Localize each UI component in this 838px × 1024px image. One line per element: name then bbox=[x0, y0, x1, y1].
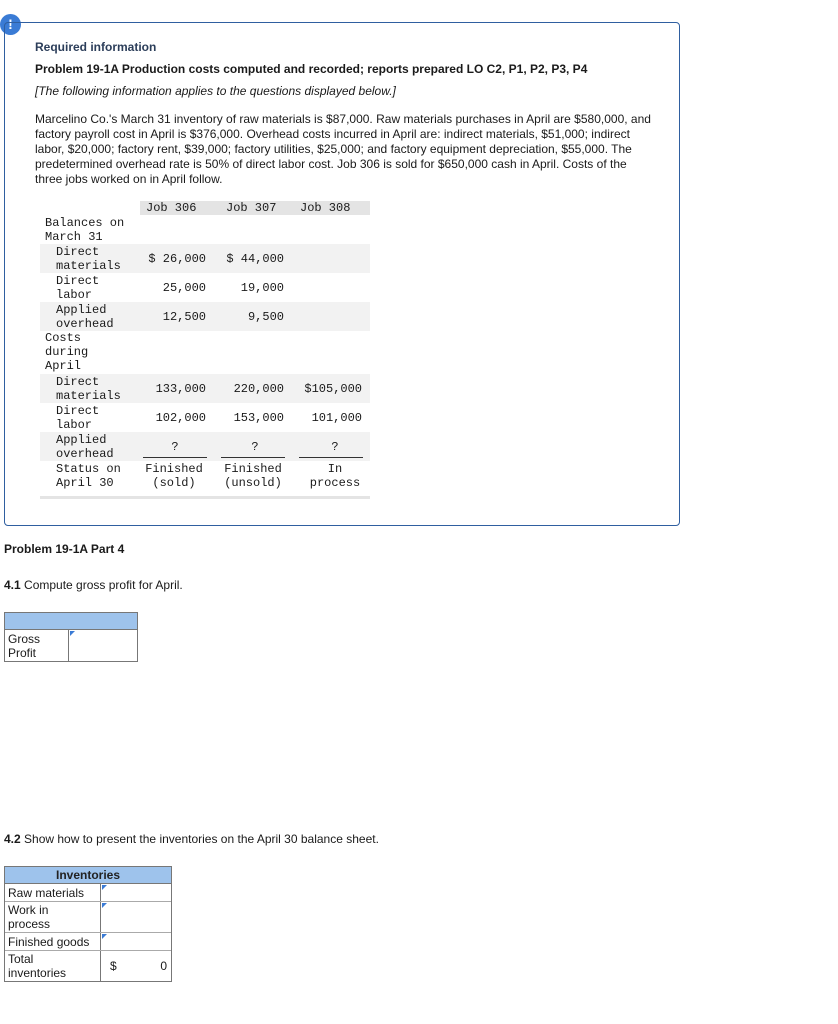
total-value: 0 bbox=[160, 959, 167, 973]
status-value: In bbox=[327, 462, 343, 476]
status-value: (unsold) bbox=[224, 476, 282, 490]
wip-label bbox=[8, 903, 50, 931]
status-value: Finished bbox=[224, 462, 282, 476]
col-header-job-307: Job 307 bbox=[226, 201, 277, 215]
row-label: labor bbox=[56, 418, 93, 432]
cell-value: ? bbox=[171, 440, 179, 454]
cell-value: 153,000 bbox=[233, 411, 284, 425]
wip-input[interactable] bbox=[100, 902, 171, 932]
total-rule bbox=[221, 457, 285, 458]
status-value: Finished bbox=[145, 462, 203, 476]
section-balances-line1: Balances on bbox=[45, 216, 125, 230]
inventories-row-raw bbox=[5, 884, 171, 902]
gross-profit-label bbox=[8, 632, 40, 660]
cell-value: $ 44,000 bbox=[226, 252, 284, 266]
cell-value: 220,000 bbox=[233, 382, 284, 396]
total-inventories-value bbox=[100, 951, 171, 981]
row-label: Direct bbox=[56, 375, 100, 389]
question-text: Compute gross profit for April. bbox=[20, 578, 183, 592]
label-line: process bbox=[8, 917, 51, 931]
table-bottom-bar bbox=[40, 496, 370, 499]
input-marker-icon bbox=[102, 903, 107, 908]
row-label: labor bbox=[56, 288, 93, 302]
section-balances-line2: March 31 bbox=[45, 230, 103, 244]
currency-symbol: $ bbox=[110, 959, 117, 973]
problem-title: Problem 19-1A Production costs computed and recorded; reports prepared LO C2, P1, P2, P3, P4 bbox=[35, 62, 588, 76]
row-label: overhead bbox=[56, 317, 114, 331]
gross-profit-header bbox=[5, 613, 137, 630]
cell-value: 101,000 bbox=[311, 411, 362, 425]
cell-value: 25,000 bbox=[162, 281, 206, 295]
total-rule bbox=[299, 457, 363, 458]
row-label: materials bbox=[56, 389, 121, 403]
input-marker-icon bbox=[102, 934, 107, 939]
cell-value: $105,000 bbox=[304, 382, 362, 396]
cell-value: $ 26,000 bbox=[148, 252, 206, 266]
row-label: Status on bbox=[56, 462, 121, 476]
row-label: materials bbox=[56, 259, 121, 273]
finished-goods-input[interactable] bbox=[100, 933, 171, 950]
cell-value: 19,000 bbox=[240, 281, 284, 295]
cell-value: ? bbox=[331, 440, 339, 454]
inventories-row-wip bbox=[5, 902, 171, 933]
finished-goods-label: Finished goods bbox=[8, 935, 90, 949]
raw-materials-label: Raw materials bbox=[8, 886, 85, 900]
cell-value: 12,500 bbox=[162, 310, 206, 324]
inventories-row-total bbox=[5, 951, 171, 981]
question-number: 4.2 bbox=[4, 832, 21, 846]
section-costs-line2: during bbox=[45, 345, 89, 359]
input-marker-icon bbox=[102, 885, 107, 890]
part-title: Problem 19-1A Part 4 bbox=[4, 542, 125, 556]
total-rule bbox=[143, 457, 207, 458]
section-costs-line3: April bbox=[45, 359, 82, 373]
raw-materials-input[interactable] bbox=[100, 884, 171, 901]
cell-value: 9,500 bbox=[247, 310, 284, 324]
status-value: (sold) bbox=[152, 476, 196, 490]
required-info-heading: Required information bbox=[35, 40, 157, 54]
alert-icon: ! bbox=[0, 14, 21, 35]
inventories-table bbox=[4, 866, 172, 982]
info-note: [The following information applies to the questions displayed below.] bbox=[35, 84, 396, 98]
problem-description: Marcelino Co.'s March 31 inventory of raw materials is $87,000. Raw materials purchases in April are $580,000, and factory payroll cost in April is $376,000. Overhead costs incurred in April are: indirect materials, $51,000; indirect labor, $20,000; factory rent, $39,000; factory utilities, $25,000; and factory equipment depreciation, $55,000. The predetermined overhead rate is 50% of direct labor cost. Job 306 is sold for $650,000 cash in April. Costs of the three jobs worked on in April follow. bbox=[35, 112, 651, 186]
row-label: Direct bbox=[56, 404, 100, 418]
input-marker-icon bbox=[70, 631, 75, 636]
row-label: overhead bbox=[56, 447, 114, 461]
cell-value: 133,000 bbox=[155, 382, 206, 396]
label-line: Profit bbox=[8, 646, 37, 660]
inventories-row-finished bbox=[5, 933, 171, 951]
question-4-1 bbox=[4, 578, 183, 592]
col-header-job-306: Job 306 bbox=[146, 201, 197, 215]
question-text: Show how to present the inventories on the April 30 balance sheet. bbox=[20, 832, 379, 846]
gross-profit-input[interactable] bbox=[68, 630, 136, 661]
question-4-2 bbox=[4, 832, 379, 846]
label-line: Gross bbox=[8, 632, 41, 646]
cell-value: 102,000 bbox=[155, 411, 206, 425]
inventories-header: Inventories bbox=[5, 867, 171, 884]
gross-profit-row bbox=[5, 630, 137, 661]
status-value: process bbox=[309, 476, 361, 490]
label-line: Total bbox=[8, 952, 34, 966]
row-label: Direct bbox=[56, 245, 100, 259]
label-line: Work in bbox=[8, 903, 49, 917]
row-label: Applied bbox=[56, 433, 107, 447]
row-label: Direct bbox=[56, 274, 100, 288]
row-label: April 30 bbox=[56, 476, 114, 490]
row-label: Applied bbox=[56, 303, 107, 317]
total-inventories-label bbox=[8, 952, 66, 980]
cell-value: ? bbox=[251, 440, 259, 454]
section-costs-line1: Costs bbox=[45, 331, 82, 345]
gross-profit-table bbox=[4, 612, 138, 662]
question-number: 4.1 bbox=[4, 578, 21, 592]
label-line: inventories bbox=[8, 966, 67, 980]
col-header-job-308: Job 308 bbox=[300, 201, 351, 215]
